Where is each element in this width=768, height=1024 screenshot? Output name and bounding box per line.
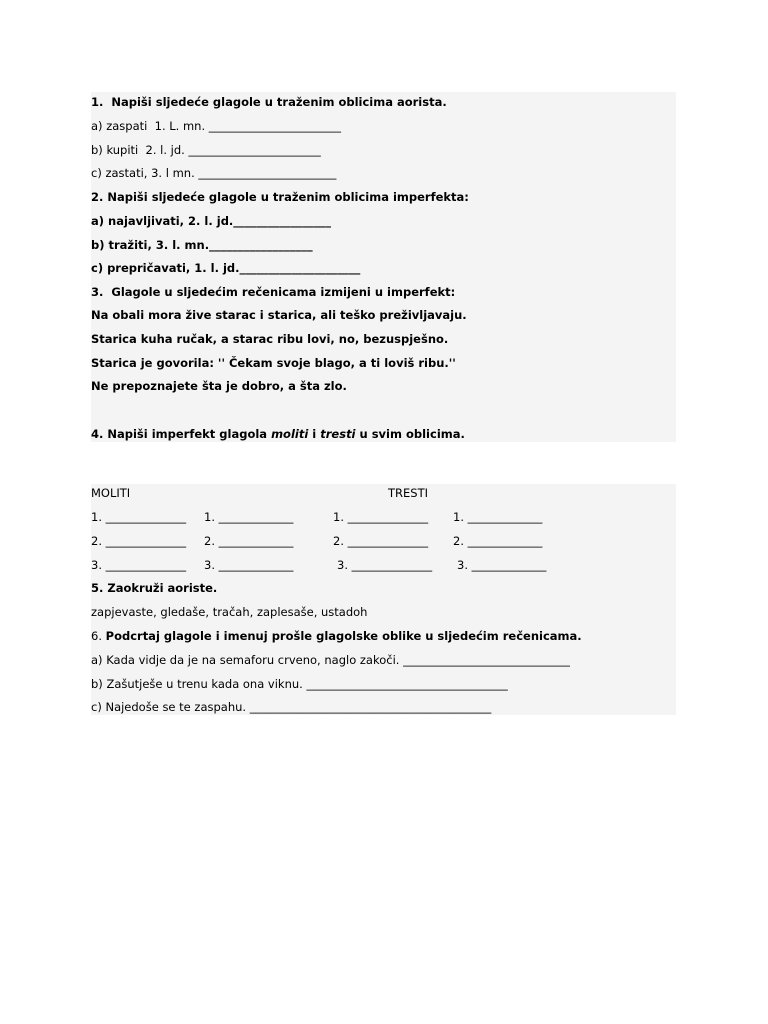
question-5-words: zapjevaste, gledaše, tračah, zaplesaše, ustadoh (91, 605, 368, 619)
question-6-instruction: Podcrtaj glagole i imenuj prošle glagolske oblike u sljedećim rečenicama. (105, 629, 582, 643)
question-2-item-b: b) tražiti, 3. l. mn.__________________ (91, 238, 313, 252)
column-heading-moliti: MOLITI (91, 486, 131, 500)
question-3-sentence-4: Ne prepoznajete šta je dobro, a šta zlo. (91, 379, 347, 393)
question-4-text-start: 4. Napiši imperfekt glagola (91, 427, 272, 441)
question-6-number: 6. (91, 629, 106, 643)
answer-blank: 2. _____________ (204, 534, 294, 548)
question-1-item-b: b) kupiti 2. l. jd. _______________________ (91, 143, 321, 157)
answer-blank: 3. _____________ (204, 558, 294, 572)
question-4-verb-tresti: tresti (320, 427, 356, 441)
question-2-item-c: c) prepričavati, 1. l. jd._____________________ (91, 261, 361, 275)
answer-blank: 2. ______________ (91, 534, 187, 548)
answer-blank: 3. ______________ (91, 558, 187, 572)
question-6-item-c: c) Najedoše se te zaspahu. __________________________________________ (91, 700, 492, 714)
question-6-item-b: b) Zašutješe u trenu kada ona viknu. ___________________________________ (91, 677, 508, 691)
answer-blank: 3. _____________ (457, 558, 547, 572)
question-5-title: 5. Zaokruži aoriste. (91, 581, 218, 595)
question-3-sentence-2: Starica kuha ručak, a starac ribu lovi, no, bezuspješno. (91, 332, 449, 346)
question-4-text-end: u svim oblicima. (355, 427, 465, 441)
question-3-title: 3. Glagole u sljedećim rečenicama izmijeni u imperfekt: (91, 285, 456, 299)
question-3-sentence-1: Na obali mora žive starac i starica, ali teško preživljavaju. (91, 308, 467, 322)
column-heading-tresti: TRESTI (388, 486, 428, 500)
question-4-title (91, 427, 465, 441)
question-1-title: 1. Napiši sljedeće glagole u traženim oblicima aorista. (91, 95, 447, 109)
answer-blank: 1. ______________ (91, 510, 187, 524)
answer-blank: 3. ______________ (337, 558, 433, 572)
answer-blank: 1. ______________ (333, 510, 429, 524)
question-6-title (91, 629, 582, 643)
question-2-item-a: a) najavljivati, 2. l. jd._________________ (91, 214, 332, 228)
answer-blank: 2. _____________ (453, 534, 543, 548)
question-1-item-a: a) zaspati 1. L. mn. _______________________ (91, 119, 342, 133)
question-1-item-c: c) zastati, 3. l mn. ________________________ (91, 166, 337, 180)
answer-blank: 1. _____________ (204, 510, 294, 524)
question-2-title: 2. Napiši sljedeće glagole u traženim oblicima imperfekta: (91, 190, 469, 204)
answer-blank: 2. ______________ (333, 534, 429, 548)
question-4-verb-moliti: moliti (271, 427, 309, 441)
answer-blank: 1. _____________ (453, 510, 543, 524)
question-4-text-and: i (308, 427, 321, 441)
question-3-sentence-3: Starica je govorila: '' Čekam svoje blago, a ti loviš ribu.'' (91, 356, 456, 370)
question-6-item-a: a) Kada vidje da je na semaforu crveno, naglo zakoči. _____________________________ (91, 653, 570, 667)
